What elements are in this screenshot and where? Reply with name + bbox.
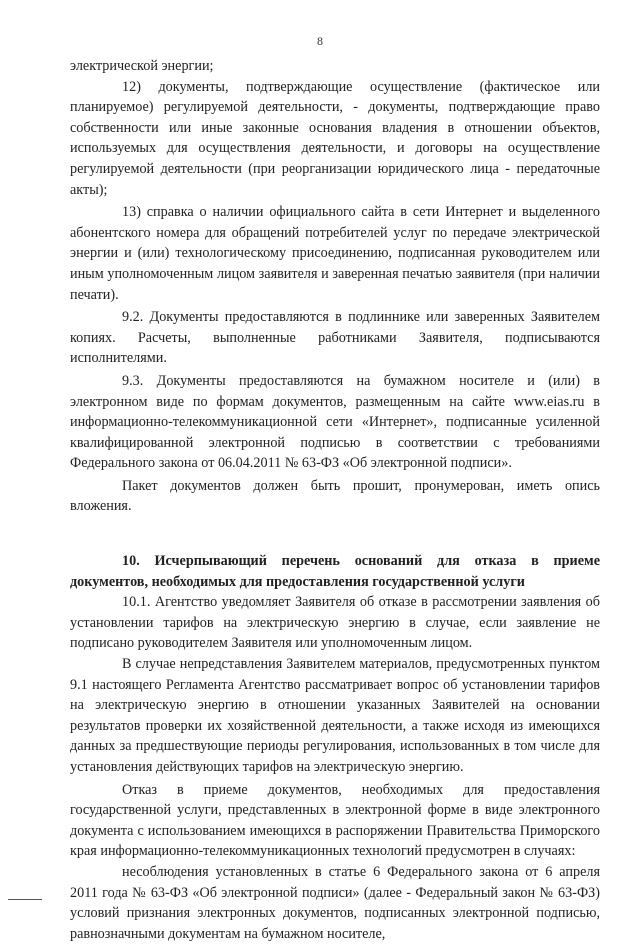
footer-divider (8, 899, 42, 900)
paragraph-continuation: электрической энергии; (70, 58, 214, 74)
section-heading-10: 10. Исчерпывающий перечень оснований для отказа в приеме документов, необходимых для предоставления государственной услуги (70, 553, 600, 590)
paragraph-10-1: 10.1. Агентство уведомляет Заявителя об отказе в рассмотрении заявления об установлении тарифов на электрическую энергию в случае, если заявление не подписано руководителем Заявителя или уполномоченным лицом. (70, 594, 600, 652)
paragraph-9-3: 9.3. Документы предоставляются на бумажном носителе и (или) в электронном виде по формам документов, размещенным на сайте www.eias.ru в информационно-телекоммуникационной сети «Интернет», подписанные усиленной квалифицированной электронной подписью в соответствии с требованиями Федерального закона от 06.04.2011 № 63-ФЗ «Об электронной подписи». (70, 372, 600, 472)
paragraph-non-submission: В случае непредставления Заявителем материалов, предусмотренных пунктом 9.1 настоящего Регламента Агентство рассматривает вопрос об установлении тарифов на электрическую энергию в отношении указанных Заявителей на основании результатов проверки их хозяйственной деятельности, а также исходя из имеющихся данных за предшествующие периоды регулирования, использованных в том числе для установления действующих тарифов на электрическую энергию. (70, 656, 600, 775)
document-body (70, 56, 600, 944)
paragraph-9-2: 9.2. Документы предоставляются в подлиннике или заверенных Заявителем копиях. Расчеты, выполненные работниками Заявителя, подписываются исполнителями. (70, 309, 600, 367)
page-number: 8 (317, 34, 323, 48)
paragraph-item-13: 13) справка о наличии официального сайта в сети Интернет и выделенного абонентского номера для обращений потребителей услуг по передаче электрической энергии и (или) технологическому присоединению, подписанная руководителем или иным уполномоченным лицом заявителя и заверенная печатью заявителя (при наличии печати). (70, 204, 600, 303)
paragraph-package-note: Пакет документов должен быть прошит, пронумерован, иметь опись вложения. (70, 477, 600, 515)
paragraph-non-compliance: несоблюдения установленных в статье 6 Федерального закона от 6 апреля 2011 года № 63-ФЗ «Об электронной подписи» (далее - Федеральный закон № 63-ФЗ) условий признания электронных документов, подписанных электронной подписью, равнозначными документам на бумажном носителе, (70, 863, 600, 942)
paragraph-refusal-electronic: Отказ в приеме документов, необходимых для предоставления государственной услуги, представленных в электронной форме в виде электронного документа с использованием имеющихся в распоряжении Правительства Приморского края информационно-телекоммуникационных технологий предусмотрен в случаях: (70, 781, 600, 860)
paragraph-item-12: 12) документы, подтверждающие осуществление (фактическое или планируемое) регулируемой деятельности, - документы, подтверждающие право собственности или иные законные основания владения в отношении объектов, используемых для осуществления деятельности, и договоры на осуществление регулируемой деятельности (при реорганизации юридического лица - передаточные акты); (70, 78, 600, 198)
